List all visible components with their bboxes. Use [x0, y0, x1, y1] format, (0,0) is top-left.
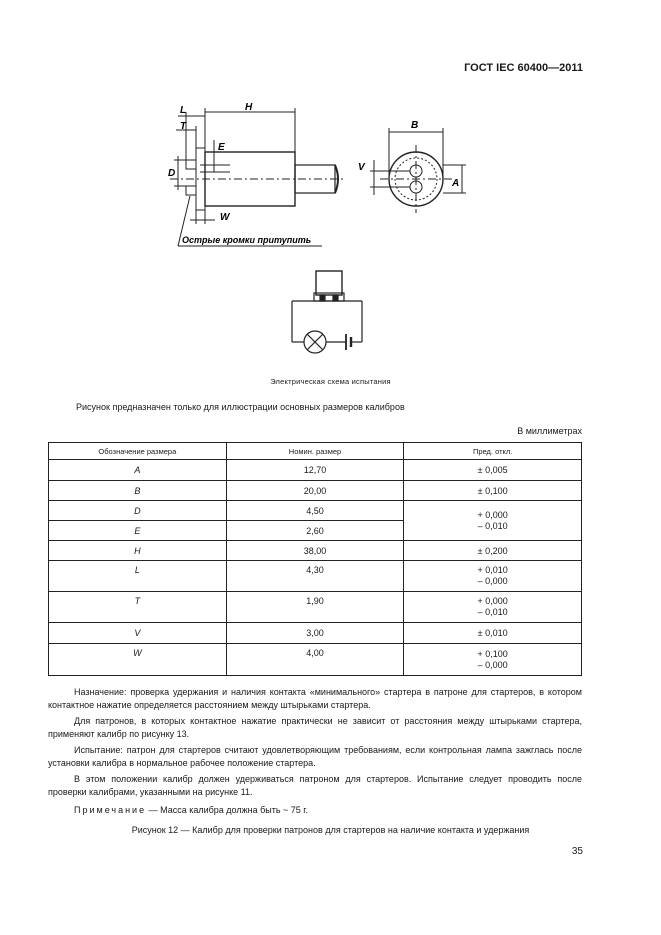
dim-label-e: E [218, 142, 225, 153]
cell-symbol: D [49, 501, 227, 521]
cell-nominal: 4,30 [226, 561, 404, 592]
dim-label-v: V [358, 162, 365, 173]
table-row [49, 623, 582, 644]
paragraph-purpose: Назначение: проверка удержания и наличия контакта «минимального» стартера в патроне для стартеров, в котором контактное нажатие определяется расстоянием между штырьками стартера. [48, 687, 582, 710]
test-circuit-diagram [0, 262, 661, 372]
cell-tolerance: ± 0,005 [404, 460, 582, 481]
cell-symbol: A [49, 460, 227, 481]
dim-label-t: T [180, 121, 187, 132]
tolerance-upper: + 0,100 [477, 648, 508, 659]
table-row [49, 481, 582, 501]
cell-tolerance: ± 0,010 [404, 623, 582, 644]
cell-nominal: 20,00 [226, 481, 404, 501]
col-header-nominal: Номин. размер [226, 443, 404, 460]
figure-note: Рисунок предназначен только для иллюстрации основных размеров калибров [76, 402, 405, 412]
tolerance-lower: – 0,000 [477, 659, 508, 670]
cell-nominal: 12,70 [226, 460, 404, 481]
document-header: ГОСТ IEC 60400—2011 [464, 62, 583, 74]
cell-tolerance [404, 501, 582, 541]
circuit-caption: Электрическая схема испытания [270, 377, 391, 386]
cell-symbol: E [49, 521, 227, 541]
tolerance-lower: – 0,010 [477, 607, 508, 617]
dim-label-b: B [411, 120, 419, 131]
figure-caption: Рисунок 12 — Калибр для проверки патронов для стартеров на наличие контакта и удержания [131, 825, 530, 835]
table-row [49, 501, 582, 521]
table-row [49, 644, 582, 676]
cell-symbol: H [49, 541, 227, 561]
paragraph-alt-gauge: Для патронов, в которых контактное нажатие практически не зависит от расстояния между штырьками стартера, применяют калибр по рисунку 13. [48, 716, 582, 739]
note [48, 804, 582, 817]
cell-symbol: W [49, 644, 227, 676]
dim-label-l: L [180, 105, 187, 116]
table-header-row [49, 443, 582, 460]
cell-tolerance [404, 561, 582, 592]
paragraph-test: Испытание: патрон для стартеров считают удовлетворяющим требованиям, если контрольная лампа зажглась после установки калибра в нормальное рабочее положение стартера. [48, 745, 582, 768]
edge-note: Острые кромки притупить [182, 235, 312, 245]
page-number: 35 [571, 846, 583, 857]
table-row [49, 541, 582, 561]
paragraph-retention: В этом положении калибр должен удерживаться патроном для стартеров. Испытание следует проводить после проверки калибрами, указанными на рисунке 11. [48, 774, 582, 797]
table-row [49, 561, 582, 592]
cell-symbol: L [49, 561, 227, 592]
cell-nominal: 2,60 [226, 521, 404, 541]
dim-label-d: D [168, 168, 176, 179]
tolerance-lower: – 0,000 [477, 576, 508, 586]
col-header-tolerance: Пред. откл. [404, 443, 582, 460]
col-header-symbol: Обозначение размера [49, 443, 227, 460]
cell-nominal: 1,90 [226, 592, 404, 623]
note-label: Примечание [74, 805, 147, 815]
cell-tolerance [404, 644, 582, 676]
body-text [48, 686, 582, 821]
cell-symbol: V [49, 623, 227, 644]
tolerance-lower: – 0,010 [477, 520, 508, 531]
cell-symbol: B [49, 481, 227, 501]
cell-nominal: 3,00 [226, 623, 404, 644]
dim-label-w: W [220, 212, 230, 223]
cell-tolerance [404, 592, 582, 623]
tolerance-upper: + 0,000 [477, 509, 508, 520]
note-text: — Масса калибра должна быть ~ 75 г. [146, 805, 308, 815]
dim-label-a: A [452, 178, 460, 189]
cell-nominal: 4,00 [226, 644, 404, 676]
tolerance-upper: + 0,010 [477, 565, 508, 575]
gauge-end-view-drawing [0, 0, 661, 260]
table-row [49, 592, 582, 623]
dimensions-table [48, 442, 582, 676]
tolerance-upper: + 0,000 [477, 596, 508, 606]
table-row [49, 460, 582, 481]
cell-nominal: 38,00 [226, 541, 404, 561]
cell-tolerance: ± 0,200 [404, 541, 582, 561]
cell-tolerance: ± 0,100 [404, 481, 582, 501]
units-label: В миллиметрах [517, 426, 582, 436]
cell-symbol: T [49, 592, 227, 623]
cell-nominal: 4,50 [226, 501, 404, 521]
dim-label-h: H [245, 102, 253, 113]
